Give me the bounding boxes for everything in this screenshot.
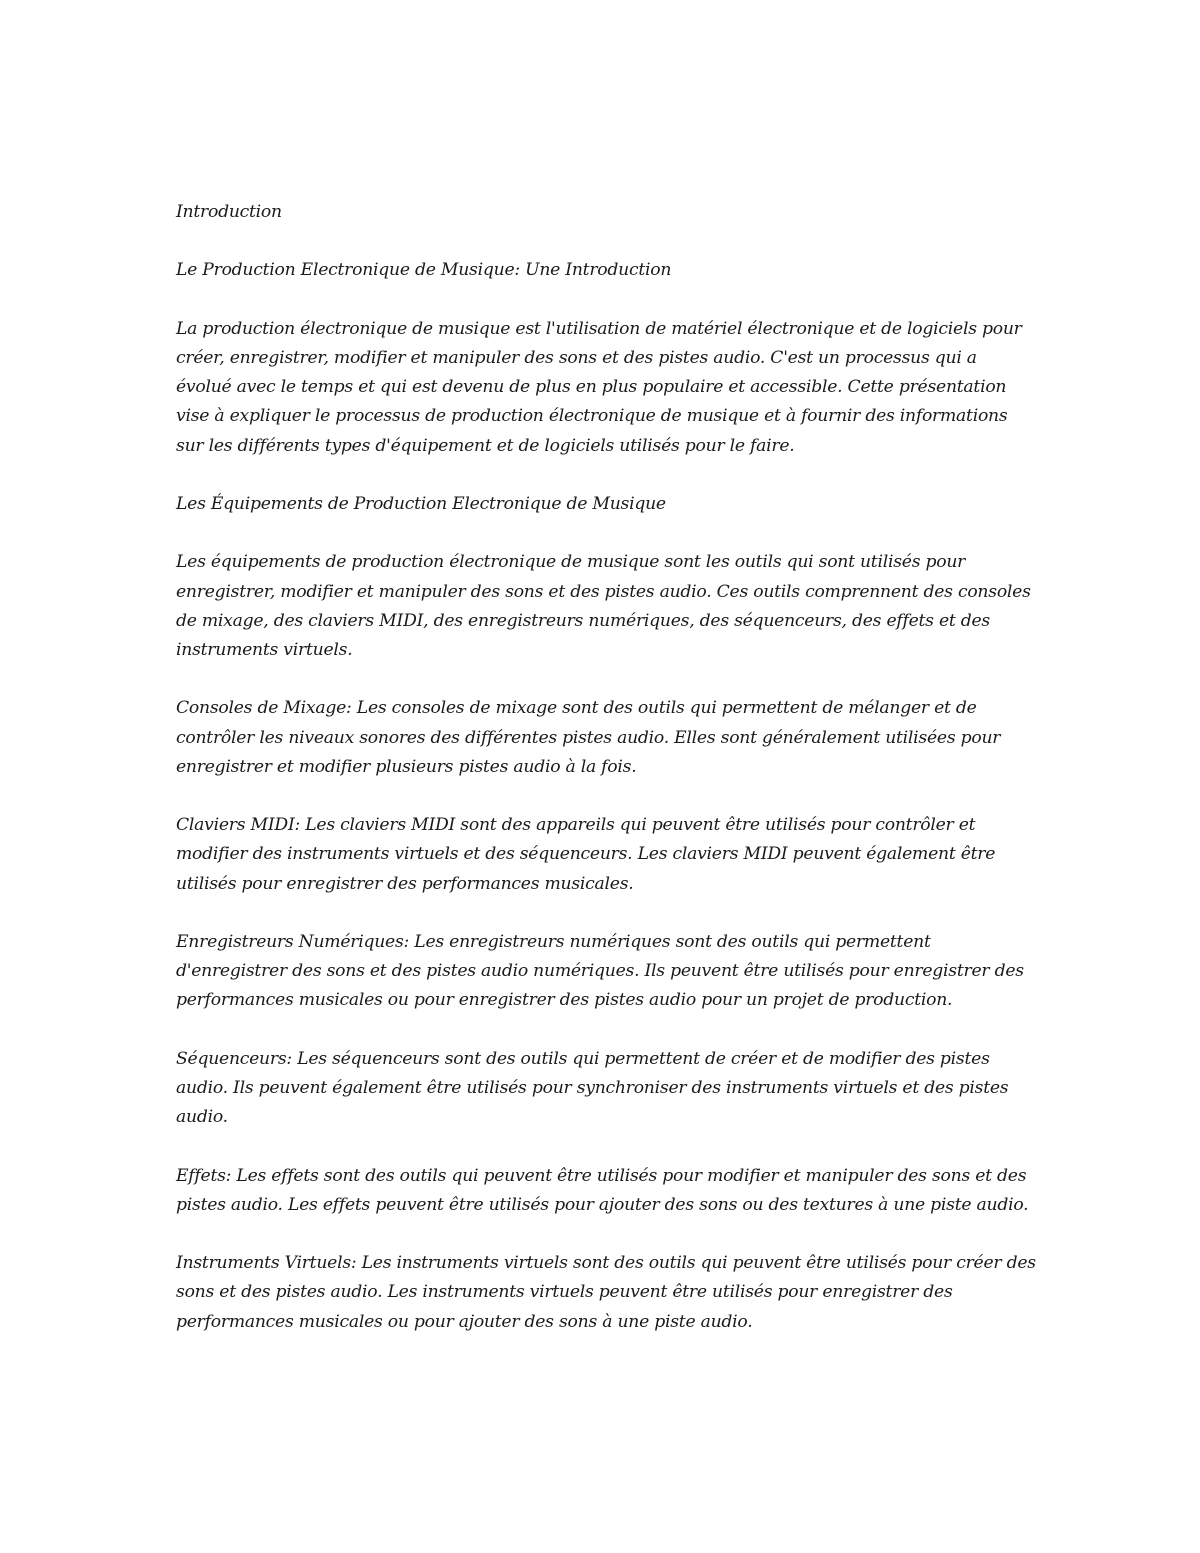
item-sequenceurs: Séquenceurs: Les séquenceurs sont des outils qui permettent de créer et de modifier des pistes audio. Ils peuvent également être utilisés pour synchroniser des instruments virtuels et des pistes audio.	[176, 1048, 1009, 1128]
item-enregistreurs-numeriques: Enregistreurs Numériques: Les enregistreurs numériques sont des outils qui permettent d'enregistrer des sons et des pistes audio numériques. Ils peuvent être utilisés pour enregistrer des performances musicales ou pour enregistrer des pistes audio pour un projet de production.	[176, 931, 1024, 1011]
intro-paragraph: La production électronique de musique est l'utilisation de matériel électronique et de logiciels pour créer, enregistrer, modifier et manipuler des sons et des pistes audio. C'est un processus qui a évolué avec le temps et qui est devenu de plus en plus populaire et accessible. Cette présentation vise à expliquer le processus de production électronique de musique et à fournir des informations sur les différents types d'équipement et de logiciels utilisés pour le faire.	[176, 318, 1022, 456]
item-consoles-de-mixage: Consoles de Mixage: Les consoles de mixage sont des outils qui permettent de mélanger et de contrôler les niveaux sonores des différentes pistes audio. Elles sont généralement utilisées pour enregistrer et modifier plusieurs pistes audio à la fois.	[176, 698, 1001, 777]
item-instruments-virtuels: Instruments Virtuels: Les instruments virtuels sont des outils qui peuvent être utilisés pour créer des sons et des pistes audio. Les instruments virtuels peuvent être utilisés pour enregistrer des performances musicales ou pour ajouter des sons à une piste audio.	[176, 1253, 1036, 1332]
document-body	[176, 198, 1036, 1366]
section-title: Les Équipements de Production Electronique de Musique	[176, 493, 666, 514]
document-heading: Introduction	[176, 202, 282, 222]
item-claviers-midi: Claviers MIDI: Les claviers MIDI sont des appareils qui peuvent être utilisés pour contrôler et modifier des instruments virtuels et des séquenceurs. Les claviers MIDI peuvent également être utilisés pour enregistrer des performances musicales.	[176, 815, 996, 894]
document-title: Le Production Electronique de Musique: Une Introduction	[176, 260, 672, 281]
section-intro-paragraph: Les équipements de production électronique de musique sont les outils qui sont utilisés pour enregistrer, modifier et manipuler des sons et des pistes audio. Ces outils comprennent des consoles de mixage, des claviers MIDI, des enregistreurs numériques, des séquenceurs, des effets et des instruments virtuels.	[176, 552, 1031, 660]
item-effets: Effets: Les effets sont des outils qui peuvent être utilisés pour modifier et manipuler des sons et des pistes audio. Les effets peuvent être utilisés pour ajouter des sons ou des textures à une piste audio.	[176, 1165, 1029, 1215]
